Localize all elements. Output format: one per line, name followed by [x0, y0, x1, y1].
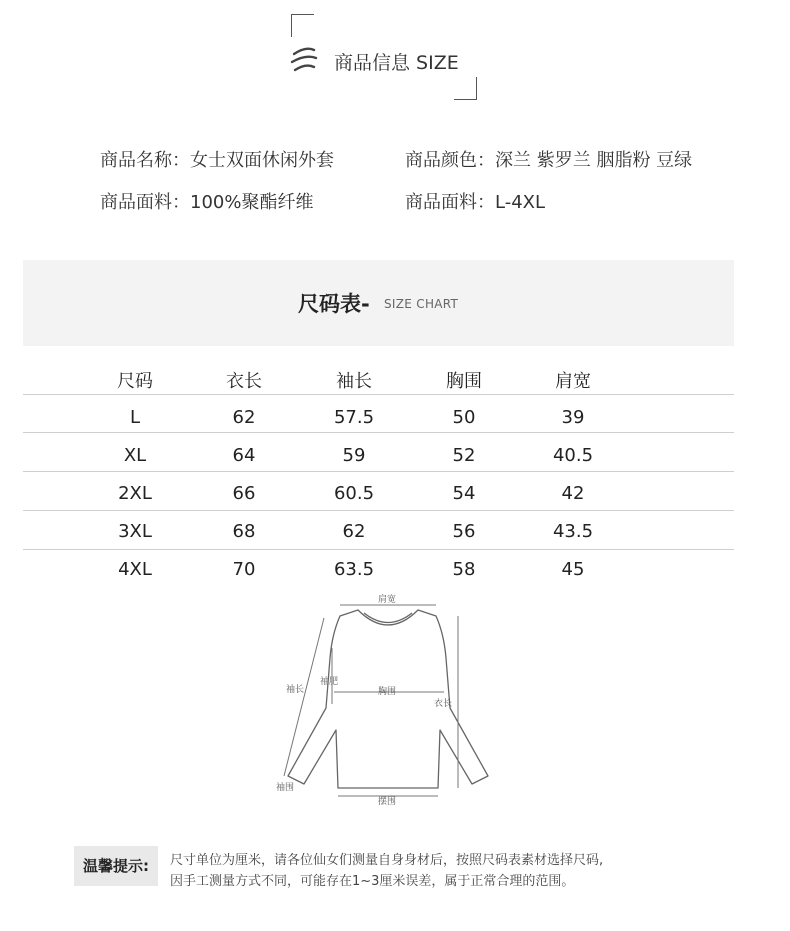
table-cell: 66: [232, 483, 256, 504]
table-cell: 59: [342, 445, 366, 466]
column-header-shoulder: 肩宽: [555, 371, 591, 392]
column-header-length: 衣长: [226, 371, 262, 392]
row-divider: [23, 471, 734, 472]
swirl-icon: [288, 40, 324, 80]
table-cell: 57.5: [333, 407, 375, 428]
row-divider: [23, 394, 734, 395]
column-header-size: 尺码: [117, 371, 153, 392]
table-cell: 52: [452, 445, 476, 466]
table-cell: XL: [123, 445, 147, 466]
table-cell: 68: [232, 521, 256, 542]
chest-label: 胸围: [378, 687, 397, 697]
table-cell: 62: [342, 521, 366, 542]
table-cell: 4XL: [118, 559, 152, 580]
table-cell: 62: [232, 407, 256, 428]
table-cell: 40.5: [552, 445, 594, 466]
row-divider: [23, 432, 734, 433]
table-cell: 56: [452, 521, 476, 542]
size-chart-title: 尺码表-: [298, 292, 370, 316]
table-cell: 3XL: [118, 521, 152, 542]
tip-line-2: 因手工测量方式不同，可能存在1~3厘米误差，属于正常合理的范围。: [170, 874, 575, 889]
tip-label: 温馨提示:: [74, 846, 158, 886]
table-cell: 70: [232, 559, 256, 580]
table-cell: 2XL: [118, 483, 152, 504]
hem-label: 摆围: [378, 797, 397, 807]
sleeve-length-label: 袖长: [286, 685, 305, 695]
table-cell: 42: [561, 483, 585, 504]
table-cell: 43.5: [552, 521, 594, 542]
size-chart-subtitle: SIZE CHART: [384, 297, 459, 311]
corner-bracket-bottom-right: [454, 77, 477, 100]
product-name: 商品名称：女士双面休闲外套: [100, 150, 334, 171]
table-cell: 58: [452, 559, 476, 580]
row-divider: [23, 549, 734, 550]
table-cell: 50: [452, 407, 476, 428]
table-cell: L: [129, 407, 141, 428]
table-cell: 54: [452, 483, 476, 504]
neckline: [364, 613, 412, 623]
table-cell: 63.5: [333, 559, 375, 580]
table-cell: 64: [232, 445, 256, 466]
column-header-chest: 胸围: [446, 371, 482, 392]
section-title: 商品信息 SIZE: [334, 52, 459, 74]
cuff-label: 袖围: [276, 783, 295, 793]
sleeve-measure-line: [284, 618, 324, 776]
tip-line-1: 尺寸单位为厘米，请各位仙女们测量自身身材后，按照尺码表素材选择尺码,: [170, 853, 604, 868]
shoulder-label: 肩宽: [378, 595, 397, 605]
garment-measurement-diagram: [268, 588, 508, 810]
size-chart-banner: [23, 260, 734, 346]
table-cell: 60.5: [333, 483, 375, 504]
table-cell: 39: [561, 407, 585, 428]
length-label: 衣长: [434, 699, 453, 709]
product-fabric: 商品面料：100%聚酯纤维: [100, 192, 314, 213]
row-divider: [23, 510, 734, 511]
armhole-label: 袖肥: [320, 677, 339, 687]
product-color: 商品颜色：深兰 紫罗兰 胭脂粉 豆绿: [405, 150, 693, 171]
table-cell: 45: [561, 559, 585, 580]
product-size-range: 商品面料：L-4XL: [405, 192, 546, 213]
corner-bracket-top-left: [291, 14, 314, 37]
column-header-sleeve: 袖长: [336, 371, 372, 392]
